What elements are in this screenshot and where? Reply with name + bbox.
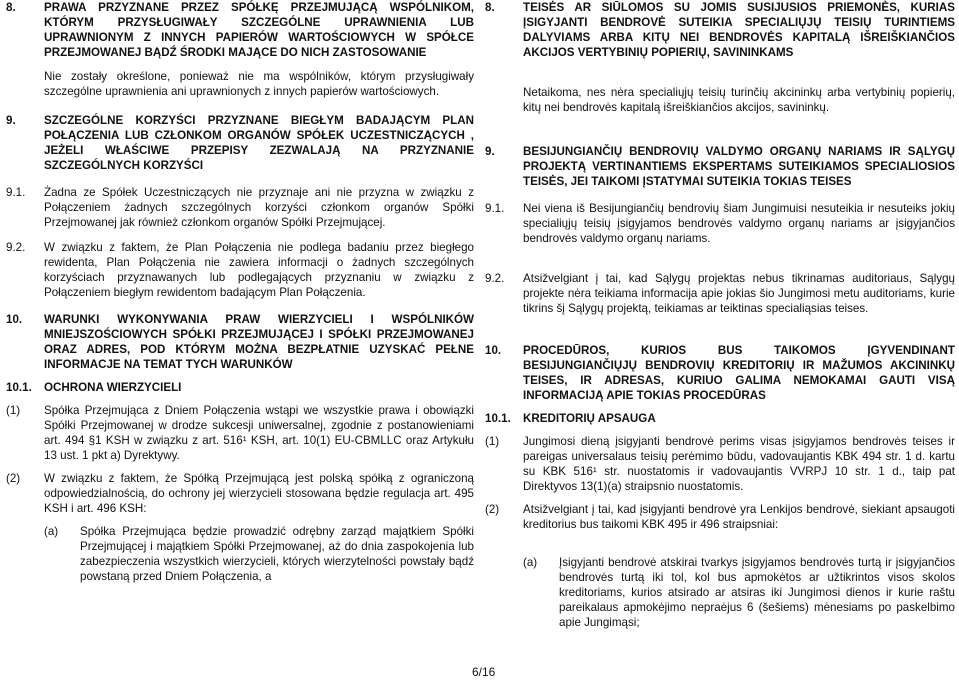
paragraph-number: 9.2. <box>6 241 26 254</box>
page-number: 6/16 <box>472 665 496 679</box>
section-heading: TEISĖS AR SIŪLOMOS SU JOMIS SUSIJUSIOS PRIEMONĖS, KURIAS ĮSIGYJANTI BENDROVĖ SUTEIKIA SPECIALIŲJŲ TEISIŲ TURINTIEMS DALYVIAMS ARBA KITŲ NEI BENDROVĖS KAPITALĄ IŠREIŠKIANČIOS AKCIJOS VERTYBINIŲ POPIERIŲ, SAVININKAMS <box>523 1 955 59</box>
section-number: 9. <box>6 114 16 127</box>
subsection-number: 10.1. <box>6 381 32 394</box>
item-a <box>485 555 955 630</box>
item-2 <box>6 471 474 516</box>
section-text: Netaikoma, nes nėra specialiųjų teisių turinčių akcininkų arba vertybinių popierių, kitų nei bendrovės kapitalą išreiškiančios akcijos, savininkų. <box>523 86 955 114</box>
item-number: (1) <box>485 435 500 448</box>
paragraph-number: 9.1. <box>485 202 505 215</box>
section-number: 10. <box>485 344 502 357</box>
item-number: (2) <box>6 472 21 485</box>
paragraph-9-2 <box>6 240 474 300</box>
item-number: (2) <box>485 503 500 516</box>
section-9-pl <box>6 113 474 300</box>
section-heading: PROCEDŪROS, KURIOS BUS TAIKOMOS ĮGYVENDINANT BESIJUNGIANČIŲJŲ BENDROVIŲ KREDITORIŲ IR MAŽUMOS AKCININKŲ TEISES, IR ADRESAS, KURIUO GALIMA NEMOKAMAI GAUTI VISĄ INFORMACIJĄ APIE TOKIAS PROCEDŪRAS <box>523 344 955 402</box>
item-1 <box>6 403 474 463</box>
paragraph-text: Nei viena iš Besijungiančių bendrovių šiam Jungimuisi nesuteikia ir nesuteiks jokių specialiųjų teisių įsigyjamos bendrovės valdymo organų nariams ar įsigyjančios bendrovės valdymo organų nariams. <box>523 202 955 245</box>
item-letter: (a) <box>523 556 538 569</box>
section-9-lt <box>485 144 955 316</box>
subsection-10-1 <box>6 380 474 395</box>
paragraph-text: W związku z faktem, że Plan Połączenia nie podlega badaniu przez biegłego rewidenta, Plan Połączenia nie zawiera informacji o żadnych szczególnych korzyściach przyznawanych lub podlegających przyznaniu w związku z Połączeniem biegłym rewidentom badającym Plan Połączenia. <box>44 241 474 299</box>
subsection-heading: KREDITORIŲ APSAUGA <box>523 412 656 425</box>
section-10-pl <box>6 312 474 584</box>
section-text: Nie zostały określone, ponieważ nie ma wspólników, którym przysługiwały szczególne uprawnienia ani uprawnionych z innych papierów wartościowych. <box>44 70 474 98</box>
section-10-lt <box>485 343 955 630</box>
left-column <box>6 0 474 584</box>
item-a <box>6 524 474 584</box>
item-text: Atsižvelgiant į tai, kad įsigyjanti bendrovė yra Lenkijos bendrovė, siekiant apsaugoti kreditorius bus taikomi KBK 495 ir 496 straipsniai: <box>523 503 955 531</box>
section-number: 9. <box>485 145 495 158</box>
item-text: Jungimosi dieną įsigyjanti bendrovė perims visas įsigyjamos bendrovės teises ir pareigas universalaus teisių perėmimo būdu, vadovaujantis KBK 494 str. 1 d. kartu su KBK 516¹ str. nuostatomis ir vadovaujantis VVRPJ 10 str. 1 d., taip pat Direktyvos 13(1)(a) straipsnio nuostatomis. <box>523 435 955 493</box>
section-number: 8. <box>6 1 16 14</box>
section-heading: BESIJUNGIANČIŲ BENDROVIŲ VALDYMO ORGANŲ NARIAMS IR SĄLYGŲ PROJEKTĄ VERTINANTIEMS EKSPERTAMS SUTEIKIAMOS SPECIALIOSIOS TEISĖS, JEI TAIKOMI ĮSTATYMAI SUTEIKIA TOKIAS TEISES <box>523 145 955 188</box>
item-1 <box>485 434 955 494</box>
subsection-heading: OCHRONA WIERZYCIELI <box>44 381 182 394</box>
paragraph-9-2 <box>485 271 955 316</box>
section-number: 8. <box>485 1 495 14</box>
section-number: 10. <box>6 313 23 326</box>
paragraph-9-1 <box>6 185 474 230</box>
item-number: (1) <box>6 404 21 417</box>
subsection-number: 10.1. <box>485 412 511 425</box>
item-text: Spółka Przejmująca z Dniem Połączenia wstąpi we wszystkie prawa i obowiązki Spółki Przejmowanej w drodze sukcesji uniwersalnej, zgodnie z postanowieniami art. 494 §1 KSH w związku z art. 516¹ KSH, art. 10(1) EU-CBMLLC oraz Artykułu 13 ust. 1 pkt a) Dyrektywy. <box>44 404 474 462</box>
paragraph-number: 9.1. <box>6 186 26 199</box>
item-text: Įsigyjanti bendrovė atskirai tvarkys įsigyjamos bendrovės turtą ir įsigyjančios bendrovės turtą iki tol, kol bus apmokėtos ar užtikrintos visos skolos kreditoriams, kurios atsirado ar atsiras iki Jungimosi dienos ir kurie raštu pareikalaus apmokėjimo nepraėjus 6 (šešiems) mėnesiams po paskelbimo apie Jungimąsi; <box>559 556 955 629</box>
paragraph-9-1 <box>485 201 955 246</box>
paragraph-text: Żadna ze Spółek Uczestniczących nie przyznaje ani nie przyzna w związku z Połączeniem żadnych szczególnych korzyści członkom organów Spółki Przejmowanej jak również członkom organów Spółki Przejmującej. <box>44 186 474 229</box>
subsection-10-1 <box>485 411 955 426</box>
item-letter: (a) <box>44 525 59 538</box>
item-text: Spółka Przejmująca będzie prowadzić odrębny zarząd majątkiem Spółki Przejmującej i majątkiem Spółki Przejmowanej, aż do dnia zaspokojenia lub zabezpieczenia wszystkich wierzycieli, których wierzytelności powstały bądź powstaną przed Dniem Połączenia, a <box>80 525 474 583</box>
item-2 <box>485 502 955 532</box>
item-text: W związku z faktem, że Spółką Przejmującą jest polską spółką z ograniczoną odpowiedzialnością, do ochrony jej wierzycieli stosowana będzie regulacja art. 495 KSH i art. 496 KSH: <box>44 472 474 515</box>
section-8-lt <box>485 0 955 115</box>
right-column <box>485 0 955 630</box>
paragraph-text: Atsižvelgiant į tai, kad Sąlygų projektas nebus tikrinamas auditoriaus, Sąlygų projekte nėra teikiama informacija apie jokias šio Jungimosi metu auditoriams, kurie tikrins šį Sąlygų projektą, teikiamas ar teiktinas specialiąsias teises. <box>523 272 955 315</box>
section-heading: WARUNKI WYKONYWANIA PRAW WIERZYCIELI I WSPÓLNIKÓW MNIEJSZOŚCIOWYCH SPÓŁKI PRZEJMUJĄCEJ I SPÓŁKI PRZEJMOWANEJ ORAZ ADRES, POD KTÓRYM MOŻNA BEZPŁATNIE UZYSKAĆ PEŁNE INFORMACJE NA TEMAT TYCH WARUNKÓW <box>44 313 474 371</box>
section-heading: PRAWA PRZYZNANE PRZEZ SPÓŁKĘ PRZEJMUJĄCĄ WSPÓLNIKOM, KTÓRYM PRZYSŁUGIWAŁY SZCZEGÓLNE UPRAWNIENIA LUB UPRAWNIONYM Z INNYCH PAPIERÓW WARTOŚCIOWYCH W SPÓŁCE PRZEJMOWANEJ BĄDŹ ŚRODKI MAJĄCE DO NICH ZASTOSOWANIE <box>44 1 474 59</box>
paragraph-number: 9.2. <box>485 272 505 285</box>
section-heading: SZCZEGÓLNE KORZYŚCI PRZYZNANE BIEGŁYM BADAJĄCYM PLAN POŁĄCZENIA LUB CZŁONKOM ORGANÓW SPÓŁEK UCZESTNICZĄCYCH , JEŻELI WŁAŚCIWE PRZEPISY ZEZWALAJĄ NA PRZYZNANIE SZCZEGÓLNYCH KORZYŚCI <box>44 114 474 172</box>
section-8-pl <box>6 0 474 99</box>
